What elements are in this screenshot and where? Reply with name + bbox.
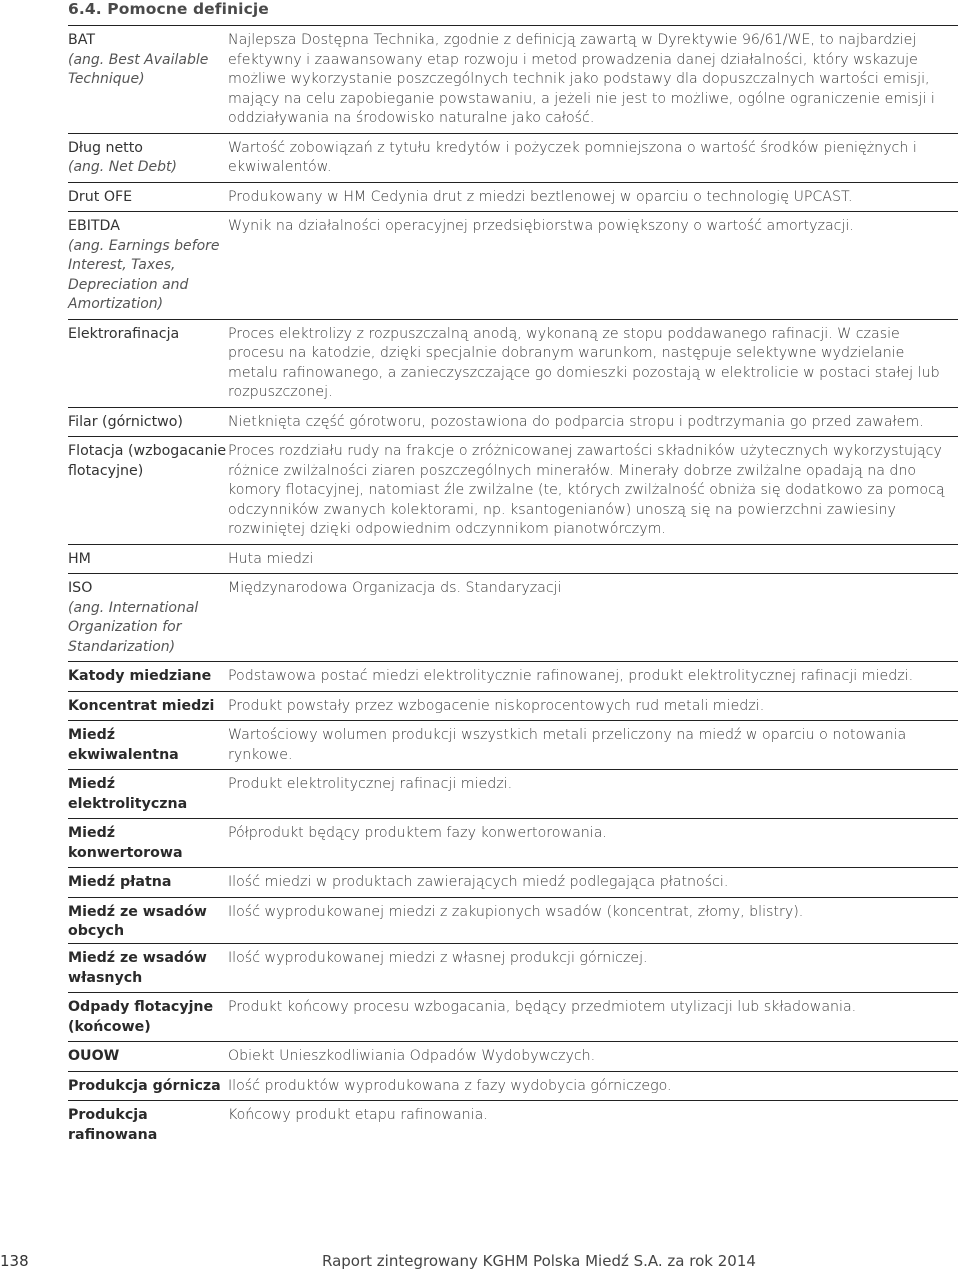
definition-term xyxy=(68,413,228,433)
definition-text: Wartościowy wolumen produkcji wszystkich metali przeliczony na miedź w oparciu o notowania rynkowe. xyxy=(228,727,907,763)
definition-term xyxy=(68,998,228,1037)
definition-text: Proces elektrolizy z rozpuszczalną anodą, wykonaną ze stopu poddawanego rafinacji. W czasie procesu na katodzie, dzięki specjalnie dobranym warunkom, następuje selektywne wydzielanie metalu rafinowanego, a zanieczyszczające go domieszki pozostają w elektrolicie w postaci stałej lub rozpuszczonej. xyxy=(228,325,940,400)
definition-text: Huta miedzi xyxy=(228,550,314,567)
term-name: Miedź ekwiwalentna xyxy=(68,727,179,763)
definition-text: Produkt elektrolitycznej rafinacji miedzi. xyxy=(228,776,513,792)
definition-term xyxy=(68,903,228,942)
definition-text: Podstawowa postać miedzi elektrolitycznie rafinowanej, produkt elektrolitycznej rafinacji miedzi. xyxy=(228,668,914,684)
definition-row xyxy=(68,769,958,818)
footer-title: Raport zintegrowany KGHM Polska Miedź S.A. za rok 2014 xyxy=(322,1252,756,1270)
definition-row xyxy=(68,818,958,867)
definition-row xyxy=(68,1100,958,1149)
definition-row xyxy=(68,407,958,437)
definition-row xyxy=(68,943,958,992)
term-name: BAT xyxy=(68,32,96,48)
term-name: Miedź elektrolityczna xyxy=(68,776,188,812)
term-name: Miedź płatna xyxy=(68,874,172,890)
definition-term xyxy=(68,697,228,717)
definition-row xyxy=(68,992,958,1041)
definition-term xyxy=(68,1077,228,1097)
definition-text: Ilość wyprodukowanej miedzi z własnej produkcji górniczej. xyxy=(228,950,648,966)
definition-text: Końcowy produkt etapu rafinowania. xyxy=(228,1107,488,1123)
definition-text: Produkt powstały przez wzbogacenie niskoprocentowych rud metali miedzi. xyxy=(228,697,765,714)
term-name: Miedź ze wsadów obcych xyxy=(68,903,207,939)
term-english-name: (ang. Best Available Technique) xyxy=(68,51,209,87)
definition-term xyxy=(68,667,228,687)
term-name: ISO xyxy=(68,580,93,596)
definition-term xyxy=(68,217,228,315)
term-name: Flotacja (wzbogacanie flotacyjne) xyxy=(68,443,227,479)
definitions-table-2 xyxy=(68,943,958,1149)
definition-row xyxy=(68,897,958,946)
definition-term xyxy=(68,579,228,657)
definition-text: Najlepsza Dostępna Technika, zgodnie z definicją zawartą w Dyrektywie 96/61/WE, to najbardziej efektywny i zaawansowany etap rozwoju i metod prowadzenia danej działalności, który wskazuje możliwe wykorzystanie poszczególnych technik jako podstawy dla dopuszczalnych wartości emisji, mający na celu zapobieganie powstawaniu, a jeżeli nie jest to możliwe, ogólne ograniczenie emisji i oddziaływania na środowisko naturalne jako całość. xyxy=(228,32,935,126)
term-name: Koncentrat miedzi xyxy=(68,697,215,714)
definition-text: Półprodukt będący produktem fazy konwertorowania. xyxy=(228,825,607,841)
definition-text: Ilość miedzi w produktach zawierających miedź podlegająca płatności. xyxy=(228,874,729,890)
definition-row xyxy=(68,1071,958,1101)
definition-term xyxy=(68,1047,228,1067)
definition-row xyxy=(68,25,958,133)
definition-row xyxy=(68,436,958,544)
definition-row xyxy=(68,661,958,691)
definition-term xyxy=(68,550,228,570)
term-name: Miedź konwertorowa xyxy=(68,825,183,861)
definition-term xyxy=(68,1106,228,1145)
term-name: Filar (górnictwo) xyxy=(68,413,183,430)
definition-text: Ilość wyprodukowanej miedzi z zakupionych wsadów (koncentrat, złomy, blistry). xyxy=(228,903,804,920)
definition-term xyxy=(68,726,228,765)
term-name: Katody miedziane xyxy=(68,668,212,684)
definition-text: Ilość produktów wyprodukowana z fazy wydobycia górniczego. xyxy=(228,1077,672,1094)
term-name: HM xyxy=(68,550,91,567)
definition-term xyxy=(68,188,228,208)
definition-row xyxy=(68,319,958,407)
definition-term xyxy=(68,775,228,814)
definitions-table-1 xyxy=(68,25,958,946)
term-english-name: (ang. Net Debt) xyxy=(68,159,177,175)
page-number: 138 xyxy=(0,1252,29,1270)
definition-row xyxy=(68,211,958,319)
definition-row xyxy=(68,544,958,574)
term-name: Produkcja rafinowana xyxy=(68,1107,158,1143)
section-title: 6.4. Pomocne definicje xyxy=(68,0,269,18)
definition-term xyxy=(68,31,228,129)
term-name: OUOW xyxy=(68,1048,120,1064)
definition-row xyxy=(68,691,958,721)
term-english-name: (ang. International Organization for Standarization) xyxy=(68,599,199,655)
term-name: EBITDA xyxy=(68,218,120,234)
definition-text: Wartość zobowiązań z tytułu kredytów i pożyczek pomniejszona o wartość środków pieniężnych i ekwiwalentów. xyxy=(228,139,917,175)
term-english-name: (ang. Earnings before Interest, Taxes, Depreciation and Amortization) xyxy=(68,237,220,312)
term-name: Miedź ze wsadów własnych xyxy=(68,950,207,986)
definition-text: Proces rozdziału rudy na frakcje o zróżnicowanej zawartości składników użytecznych wykorzystujący różnice zwilżalności ziaren poszczególnych minerałów. Minerały dobrze zwilżalne opadają na dno komory flotacyjnej, natomiast źle zwilżalne (te, których zwilżalność obniża się dodatkowo za pomocą odczynników zwanych kolektorami, np. ksantogenianów) unoszą się na powierzchni zawiesiny rozwiniętej dzięki odpowiednim odczynnikom pianotwórczym. xyxy=(228,443,945,537)
term-name: Drut OFE xyxy=(68,188,133,205)
definition-row xyxy=(68,720,958,769)
definition-row xyxy=(68,867,958,897)
definition-text: Wynik na działalności operacyjnej przedsiębiorstwa powiększony o wartość amortyzacji. xyxy=(228,218,854,234)
term-name: Produkcja górnicza xyxy=(68,1077,221,1094)
definition-term xyxy=(68,442,228,540)
definition-text: Produkt końcowy procesu wzbogacania, będący przedmiotem utylizacji lub składowania. xyxy=(228,999,857,1015)
definition-text: Międzynarodowa Organizacja ds. Standaryzacji xyxy=(228,580,562,596)
definition-text: Produkowany w HM Cedynia drut z miedzi beztlenowej w oparciu o technologię UPCAST. xyxy=(228,188,853,205)
definition-term xyxy=(68,824,228,863)
definition-term xyxy=(68,325,228,403)
term-name: Odpady flotacyjne (końcowe) xyxy=(68,999,214,1035)
definition-text: Nietknięta część górotworu, pozostawiona do podparcia stropu i podtrzymania go przed zawałem. xyxy=(228,413,924,430)
definition-text: Obiekt Unieszkodliwiania Odpadów Wydobywczych. xyxy=(228,1048,596,1064)
definition-row xyxy=(68,573,958,661)
definition-row xyxy=(68,1041,958,1071)
definition-term xyxy=(68,139,228,178)
term-name: Elektrorafinacja xyxy=(68,325,180,342)
term-name: Dług netto xyxy=(68,139,143,156)
definition-term xyxy=(68,949,228,988)
definition-row xyxy=(68,133,958,182)
definition-term xyxy=(68,873,228,893)
definition-row xyxy=(68,182,958,212)
